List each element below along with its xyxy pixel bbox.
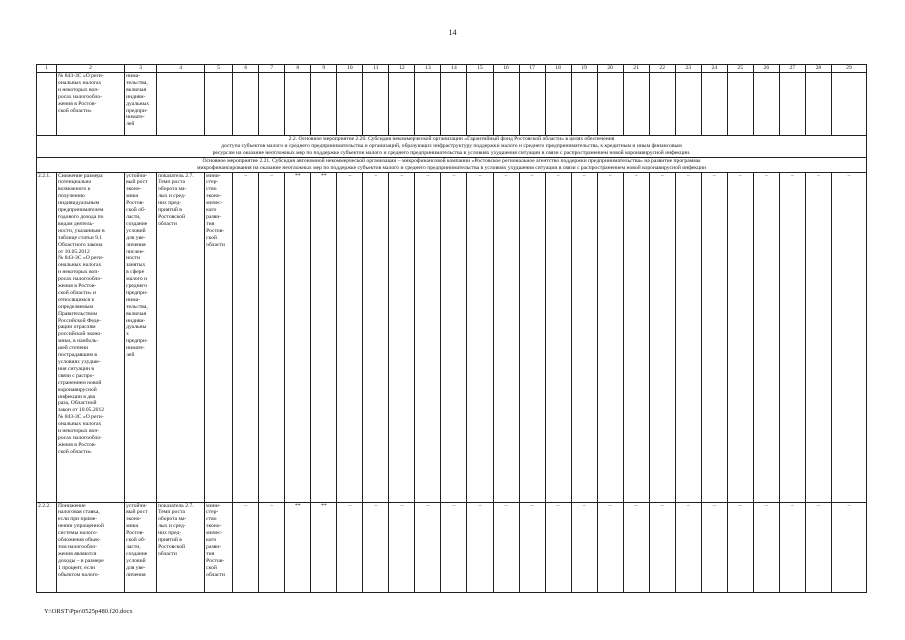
column-number: 12 xyxy=(389,65,415,73)
year-cell: – xyxy=(233,172,259,502)
year-cell: – xyxy=(831,172,866,502)
column-number: 11 xyxy=(363,65,389,73)
year-cell: ** xyxy=(311,502,337,592)
section-heading-2-20: 2.2. Основное мероприятие 2.20. Субсидия некоммерческой организации «Гарантийный фонд Ростовской области» в целях обеспечения доступа субъектов малого и среднего предпринимательства и организаций, образующих инфраструктуру поддержки малого и среднего предпринимательства, к кредитным и иным финансовым ресурсам на оказание неотложных мер по поддержке субъектов малого и среднего предпринимательства в условиях ухудшения ситуации в связи с распространением новой коронавирусной инфекции. xyxy=(37,136,867,158)
year-cell: ** xyxy=(285,502,311,592)
year-cell: – xyxy=(571,172,597,502)
column-number: 26 xyxy=(753,65,779,73)
year-cell: – xyxy=(831,502,866,592)
year-cell: – xyxy=(259,502,285,592)
year-cell: – xyxy=(727,502,753,592)
indicator: показатель 2.7. Темп роста оборота ма- лых и сред- них пред- приятий в Ростовской области xyxy=(157,502,205,592)
section-row-2-21 xyxy=(37,157,867,172)
column-number: 14 xyxy=(441,65,467,73)
year-cell: – xyxy=(441,172,467,502)
expected-result: устойчи- вый рост эконо- мики Ростов- ской об- ласти, создание условий для уве- личения xyxy=(125,502,157,592)
year-cell: – xyxy=(389,502,415,592)
column-number: 25 xyxy=(727,65,753,73)
continuation-measure: № 843-ЗС «О реги- ональных налогах и некоторых воп- росах налогообло- жения в Ростов- ской области» xyxy=(57,73,125,136)
cell-num xyxy=(37,73,57,136)
year-cell: – xyxy=(727,172,753,502)
year-cell: – xyxy=(779,172,805,502)
column-number: 27 xyxy=(779,65,805,73)
column-number: 21 xyxy=(623,65,649,73)
year-cell: – xyxy=(597,502,623,592)
column-number: 5 xyxy=(205,65,233,73)
year-cell: – xyxy=(571,502,597,592)
measure-description: Снижение размера потенциально возможного к получению индивидуальным предпринимателем годового дохода по видам деятель- ности, указанным в таблице статьи 9.1 Областного закона от 10.05.2012 № 843-ЗС «О реги- ональных налогах и некоторых воп- росах налогообло- жения в Ростов- ской области» и относящимся к определяемым Правительством Российской Феде- рации отраслям российской эконо- мики, в наиболь- шей степени пострадавшим в условиях ухудше- ния ситуации в связи с распро- странением новой коронавирусной инфекции в два раза, Областной закон от 10.05.2012 № 843-ЗС «О реги- ональных налогах и некоторых воп- росах налогообло- жения в Ростов- ской области» xyxy=(57,172,125,502)
column-number: 20 xyxy=(597,65,623,73)
year-cell: – xyxy=(467,172,493,502)
year-cell: – xyxy=(779,502,805,592)
year-cell: – xyxy=(597,172,623,502)
year-cell: – xyxy=(519,502,545,592)
column-number: 29 xyxy=(831,65,866,73)
column-number: 1 xyxy=(37,65,57,73)
year-cell: – xyxy=(337,502,363,592)
column-number: 13 xyxy=(415,65,441,73)
column-number: 28 xyxy=(805,65,831,73)
year-cell: – xyxy=(545,172,571,502)
year-cell: – xyxy=(259,172,285,502)
year-cell: – xyxy=(493,172,519,502)
continuation-row xyxy=(37,73,867,136)
column-number: 7 xyxy=(259,65,285,73)
column-number: 15 xyxy=(467,65,493,73)
year-cell: – xyxy=(675,502,701,592)
column-number: 8 xyxy=(285,65,311,73)
year-cell: – xyxy=(675,172,701,502)
year-cell: – xyxy=(389,172,415,502)
column-number: 23 xyxy=(675,65,701,73)
column-number: 19 xyxy=(571,65,597,73)
expected-result: устойчи- вый рост эконо- мики Ростов- ской об- ласти, создание условий для уве- личения числен- ности занятых в сфере малого и среднего предпри- нима- тельства, включая индиви- дуальны х предпри- нимате- лей xyxy=(125,172,157,502)
continuation-result: нима- тельства, включая индиви- дуальных предпри- нимате- лей xyxy=(125,73,157,136)
year-cell: – xyxy=(753,172,779,502)
program-table xyxy=(36,64,867,593)
year-cell: – xyxy=(649,172,675,502)
year-cell: ** xyxy=(311,172,337,502)
year-cell: – xyxy=(805,502,831,592)
responsible-body: мини- стер- ство эконо- мичес- кого разви- тия Ростов- ской области xyxy=(205,172,233,502)
year-cell: ** xyxy=(285,172,311,502)
column-number: 18 xyxy=(545,65,571,73)
responsible-body: мини- стер- ство эконо- мичес- кого разви- тия Ростов- ской области xyxy=(205,502,233,592)
column-number: 24 xyxy=(701,65,727,73)
year-cell: – xyxy=(753,502,779,592)
table-row xyxy=(37,502,867,592)
indicator: показатель 2.7. Темп роста оборота ма- лых и сред- них пред- приятий в Ростовской области xyxy=(157,172,205,502)
year-cell: – xyxy=(415,172,441,502)
column-number: 4 xyxy=(157,65,205,73)
column-number: 16 xyxy=(493,65,519,73)
year-cell: – xyxy=(805,172,831,502)
year-cell: – xyxy=(337,172,363,502)
year-cell: – xyxy=(545,502,571,592)
column-number: 10 xyxy=(337,65,363,73)
year-cell: – xyxy=(363,172,389,502)
column-number: 9 xyxy=(311,65,337,73)
year-cell: – xyxy=(649,502,675,592)
column-number: 22 xyxy=(649,65,675,73)
column-number: 17 xyxy=(519,65,545,73)
section-heading-2-21: Основное мероприятие 2.21. Субсидия автономной некоммерческой организации – микрофинансовой компании «Ростовское региональное агентство поддержки предпринимательства» на развитие программы микрофинансирования на оказание неотложных мер по поддержке субъектов малого и среднего предпринимательства в условиях ухудшения ситуации в связи с распространением новой коронавирусной инфекции xyxy=(37,157,867,172)
file-path-footer: Y:\ORST\Ppo\0525p480.f20.docx xyxy=(44,608,133,615)
measure-description: Понижение налоговая ставка, если при приме- нении упрощенной системы налого- обложения объек- том налогообло- жения являются доходы – в размере 1 процент, если объектом налого- xyxy=(57,502,125,592)
year-cell: – xyxy=(363,502,389,592)
year-cell: – xyxy=(493,502,519,592)
year-cell: – xyxy=(519,172,545,502)
table-row xyxy=(37,172,867,502)
year-cell: – xyxy=(623,502,649,592)
column-number: 6 xyxy=(233,65,259,73)
year-cell: – xyxy=(441,502,467,592)
year-cell: – xyxy=(467,502,493,592)
row-number: 2.2.2. xyxy=(37,502,57,592)
page-number: 14 xyxy=(448,28,457,37)
column-number: 3 xyxy=(125,65,157,73)
column-number: 2 xyxy=(57,65,125,73)
section-row-2-20 xyxy=(37,136,867,158)
year-cell: – xyxy=(701,172,727,502)
row-number: 2.2.1. xyxy=(37,172,57,502)
column-number-row xyxy=(37,65,867,73)
year-cell: – xyxy=(415,502,441,592)
year-cell: – xyxy=(623,172,649,502)
year-cell: – xyxy=(233,502,259,592)
year-cell: – xyxy=(701,502,727,592)
